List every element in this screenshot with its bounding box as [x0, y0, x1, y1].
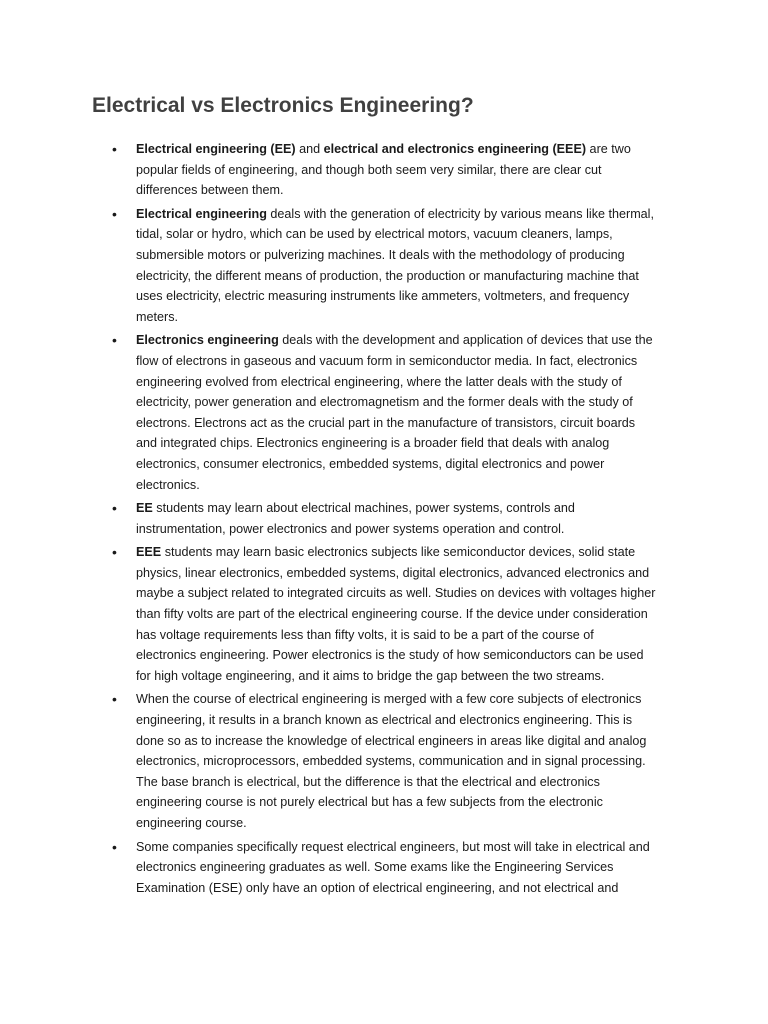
bold-term: EE	[136, 501, 153, 516]
body-text: and	[295, 142, 324, 156]
bullet-item	[0, 204, 656, 328]
body-text: When the course of electrical engineering is merged with a few core subjects of electronics engineering, it results in a branch known as electrical and electronics engineering. This is done so as to increase the knowledge of electrical engineers in areas like digital and analog electronics, microprocessors, embedded systems, communication and in signal processing. The base branch is electrical, but the difference is that the electrical and electronics engineering course is not purely electrical but has a few subjects from the electronic engineering course.	[136, 692, 647, 830]
bullet-item	[0, 689, 656, 833]
document-title: Electrical vs Electronics Engineering?	[92, 94, 474, 117]
body-text: are two popular fields of engineering, and though both seem very similar, there are clear cut differences between them.	[136, 142, 631, 198]
bullet-item	[0, 330, 656, 495]
bold-term: Electronics engineering	[136, 333, 279, 348]
bold-term: EEE	[136, 545, 162, 560]
bullet-item	[0, 139, 656, 201]
bullet-marker: •	[112, 205, 117, 222]
bold-term: Electrical engineering (EE)	[136, 142, 296, 156]
bullet-marker: •	[112, 141, 117, 157]
bullet-item	[0, 498, 656, 539]
bullet-marker: •	[112, 838, 117, 855]
body-text: deals with the generation of electricity by various means like thermal, tidal, solar or hydro, which can be used by electrical motors, vacuum cleaners, lamps, submersible motors or pulverizing machines. It deals with the methodology of producing electricity, the different means of production, the production or manufacturing machine that uses electricity, electric measuring instruments like ammeters, voltmeters, and frequency meters.	[136, 206, 654, 324]
body-text: students may learn about electrical machines, power systems, controls and instrumentation, power electronics and power systems operation and control.	[136, 501, 575, 536]
bullet-item	[0, 837, 656, 899]
body-text: students may learn basic electronics subjects like semiconductor devices, solid state physics, linear electronics, embedded systems, digital electronics, advanced electronics and maybe a subject related to integrated circuits as well. Studies on devices with voltages higher than fifty volts are part of the electrical engineering course. If the device under consideration has voltage requirements less than fifty volts, it is said to be a part of the course of electronics engineering. Power electronics is the study of how semiconductors can be used for high voltage engineering, and it aims to bridge the gap between the two streams.	[136, 545, 656, 683]
bold-term: Electrical engineering	[136, 206, 267, 221]
body-text: deals with the development and application of devices that use the flow of electrons in gaseous and vacuum form in semiconductor media. In fact, electronics engineering evolved from electrical engineering, where the latter deals with the study of electricity, power generation and electromagnetism and the former deals with the study of electrons. Electrons act as the crucial part in the manufacture of transistors, circuit boards and integrated chips. Electronics engineering is a broader field that deals with analog electronics, consumer electronics, embedded systems, digital electronics and power electronics.	[136, 333, 653, 492]
bullet-item	[0, 542, 656, 686]
body-text: Some companies specifically request electrical engineers, but most will take in electrical and electronics engineering graduates as well. Some exams like the Engineering Services Examination (ESE) only have an option of electrical engineering, and not electrical and	[136, 839, 650, 895]
bullet-marker: •	[112, 500, 117, 517]
bullet-marker: •	[112, 544, 117, 561]
bullet-marker: •	[112, 691, 117, 708]
bullet-marker: •	[112, 332, 117, 349]
bullet-list	[0, 139, 768, 901]
bold-term: electrical and electronics engineering (EEE)	[323, 142, 587, 156]
